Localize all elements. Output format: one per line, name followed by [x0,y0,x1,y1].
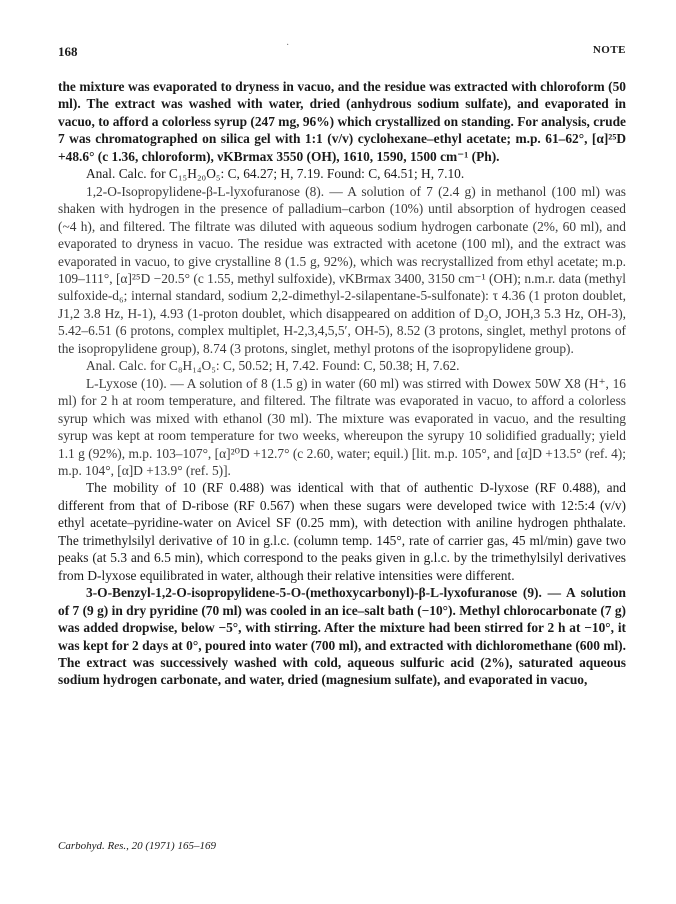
paragraph-analysis-8: Anal. Calc. for C₈H₁₄O₅: C, 50.52; H, 7.42. Found: C, 50.38; H, 7.62. [86,358,460,374]
article-body [58,78,626,689]
page-number: 168 [58,44,78,59]
section-label: NOTE [592,44,626,56]
journal-citation: Carbohyd. Res., 20 (1971) 165–169 [58,840,216,852]
paragraph-synthesis-7: the mixture was evaporated to dryness in vacuo, and the residue was extracted with chloroform (50 ml). The extract was washed with water, dried (anhydrous sodium sulfate), and evaporated in vacuo, to afford a colorless syrup (247 mg, 96%) which crystallized on standing. For analysis, crude 7 was chromatographed on silica gel with 1:1 (v/v) cyclohexane–ethyl acetate; m.p. 61–62°, [α]²⁵D +48.6° (c 1.36, chloroform), νKBrmax 3550 (OH), 1610, 1590, 1500 cm⁻¹ (Ph). [58,79,626,164]
paragraph-compound-8: 1,2-O-Isopropylidene-β-L-lyxofuranose (8). — A solution of 7 (2.4 g) in methanol (100 ml) was shaken with hydrogen in the presence of palladium–carbon (10%) until absorption of hydrogen ceased (~4 h), and filtered. The filtrate was diluted with aqueous sodium hydrogen carbonate (2%, 60 ml), and evaporated to dryness in vacuo. The residue was extracted with acetone (100 ml), and the extract was evaporated in vacuo, to give crystalline 8 (1.5 g, 92%), which was recrystallized from ethyl acetate; m.p. 109–111°, [α]²⁵D −20.5° (c 1.55, methyl sulfoxide), νKBrmax 3400, 3150 cm⁻¹ (OH); n.m.r. data (methyl sulfoxide-d₆; internal standard, sodium 2,2-dimethyl-2-silapentane-5-sulfonate): τ 4.36 (1 proton doublet, J1,2 3.8 Hz, H-1), 4.93 (1-proton doublet, which disappeared on addition of D₂O, JOH,3 5.3 Hz, OH-3), 5.42–6.51 (6 protons, complex multiplet, H-2,3,4,5,5′, OH-5), 8.52 (3 protons, singlet, methyl protons of the isopropylidene group), 8.74 (3 protons, singlet, methyl protons of the isopropylidene group). [58,183,626,356]
page [58,0,626,904]
stray-mark: · [286,40,290,51]
paragraph-compound-9: 3-O-Benzyl-1,2-O-isopropylidene-5-O-(methoxycarbonyl)-β-L-lyxofuranose (9). — A solution of 7 (9 g) in dry pyridine (70 ml) was cooled in an ice–salt bath (−10°). Methyl chlorocarbonate (7 g) was added dropwise, below −5°, with stirring. After the mixture had been stirred for 2 h at −10°, it was kept for 2 days at 0°, poured into water (700 ml), and extracted with dichloromethane (600 ml). The extract was successively washed with cold, aqueous sulfuric acid (2%), saturated aqueous sodium hydrogen carbonate, and water, dried (magnesium sulfate), and evaporated in vacuo, [58,585,626,688]
paragraph-l-lyxose: L-Lyxose (10). — A solution of 8 (1.5 g) in water (60 ml) was stirred with Dowex 50W X8 (H⁺, 16 ml) for 2 h at room temperature, and filtered. The filtrate was evaporated in vacuo, to afford a colorless syrup which was mixed with ethanol (30 ml). The mixture was evaporated in vacuo, and the resulting syrup was kept at room temperature for two weeks, whereupon the syrupy 10 solidified gradually; yield 1.1 g (92%), m.p. 103–107°, [α]²⁰D +12.7° (c 2.60, water; equil.) [lit. m.p. 105°, and [α]D +13.5° (ref. 4); m.p. 104°, [α]D +13.9° (ref. 5)]. [58,375,626,478]
paragraph-analysis-7: Anal. Calc. for C₁₅H₂₀O₅: C, 64.27; H, 7.19. Found: C, 64.51; H, 7.10. [86,166,465,182]
paragraph-mobility: The mobility of 10 (RF 0.488) was identical with that of authentic D-lyxose (RF 0.488), and different from that of D-ribose (RF 0.567) when these sugars were developed twice with 12:5:4 (v/v) ethyl acetate–pyridine-water on Avicel SF (0.25 mm), with detection with aniline hydrogen phthalate. The trimethylsilyl derivative of 10 in g.l.c. (column temp. 145°, rate of carrier gas, 45 ml/min) gave two peaks (at 5.3 and 6.5 min), which correspond to the peaks given in g.l.c. by the trimethylsilyl derivatives from D-lyxose equilibrated in water, although their relative intensities were different. [58,480,626,583]
running-header [58,44,626,64]
